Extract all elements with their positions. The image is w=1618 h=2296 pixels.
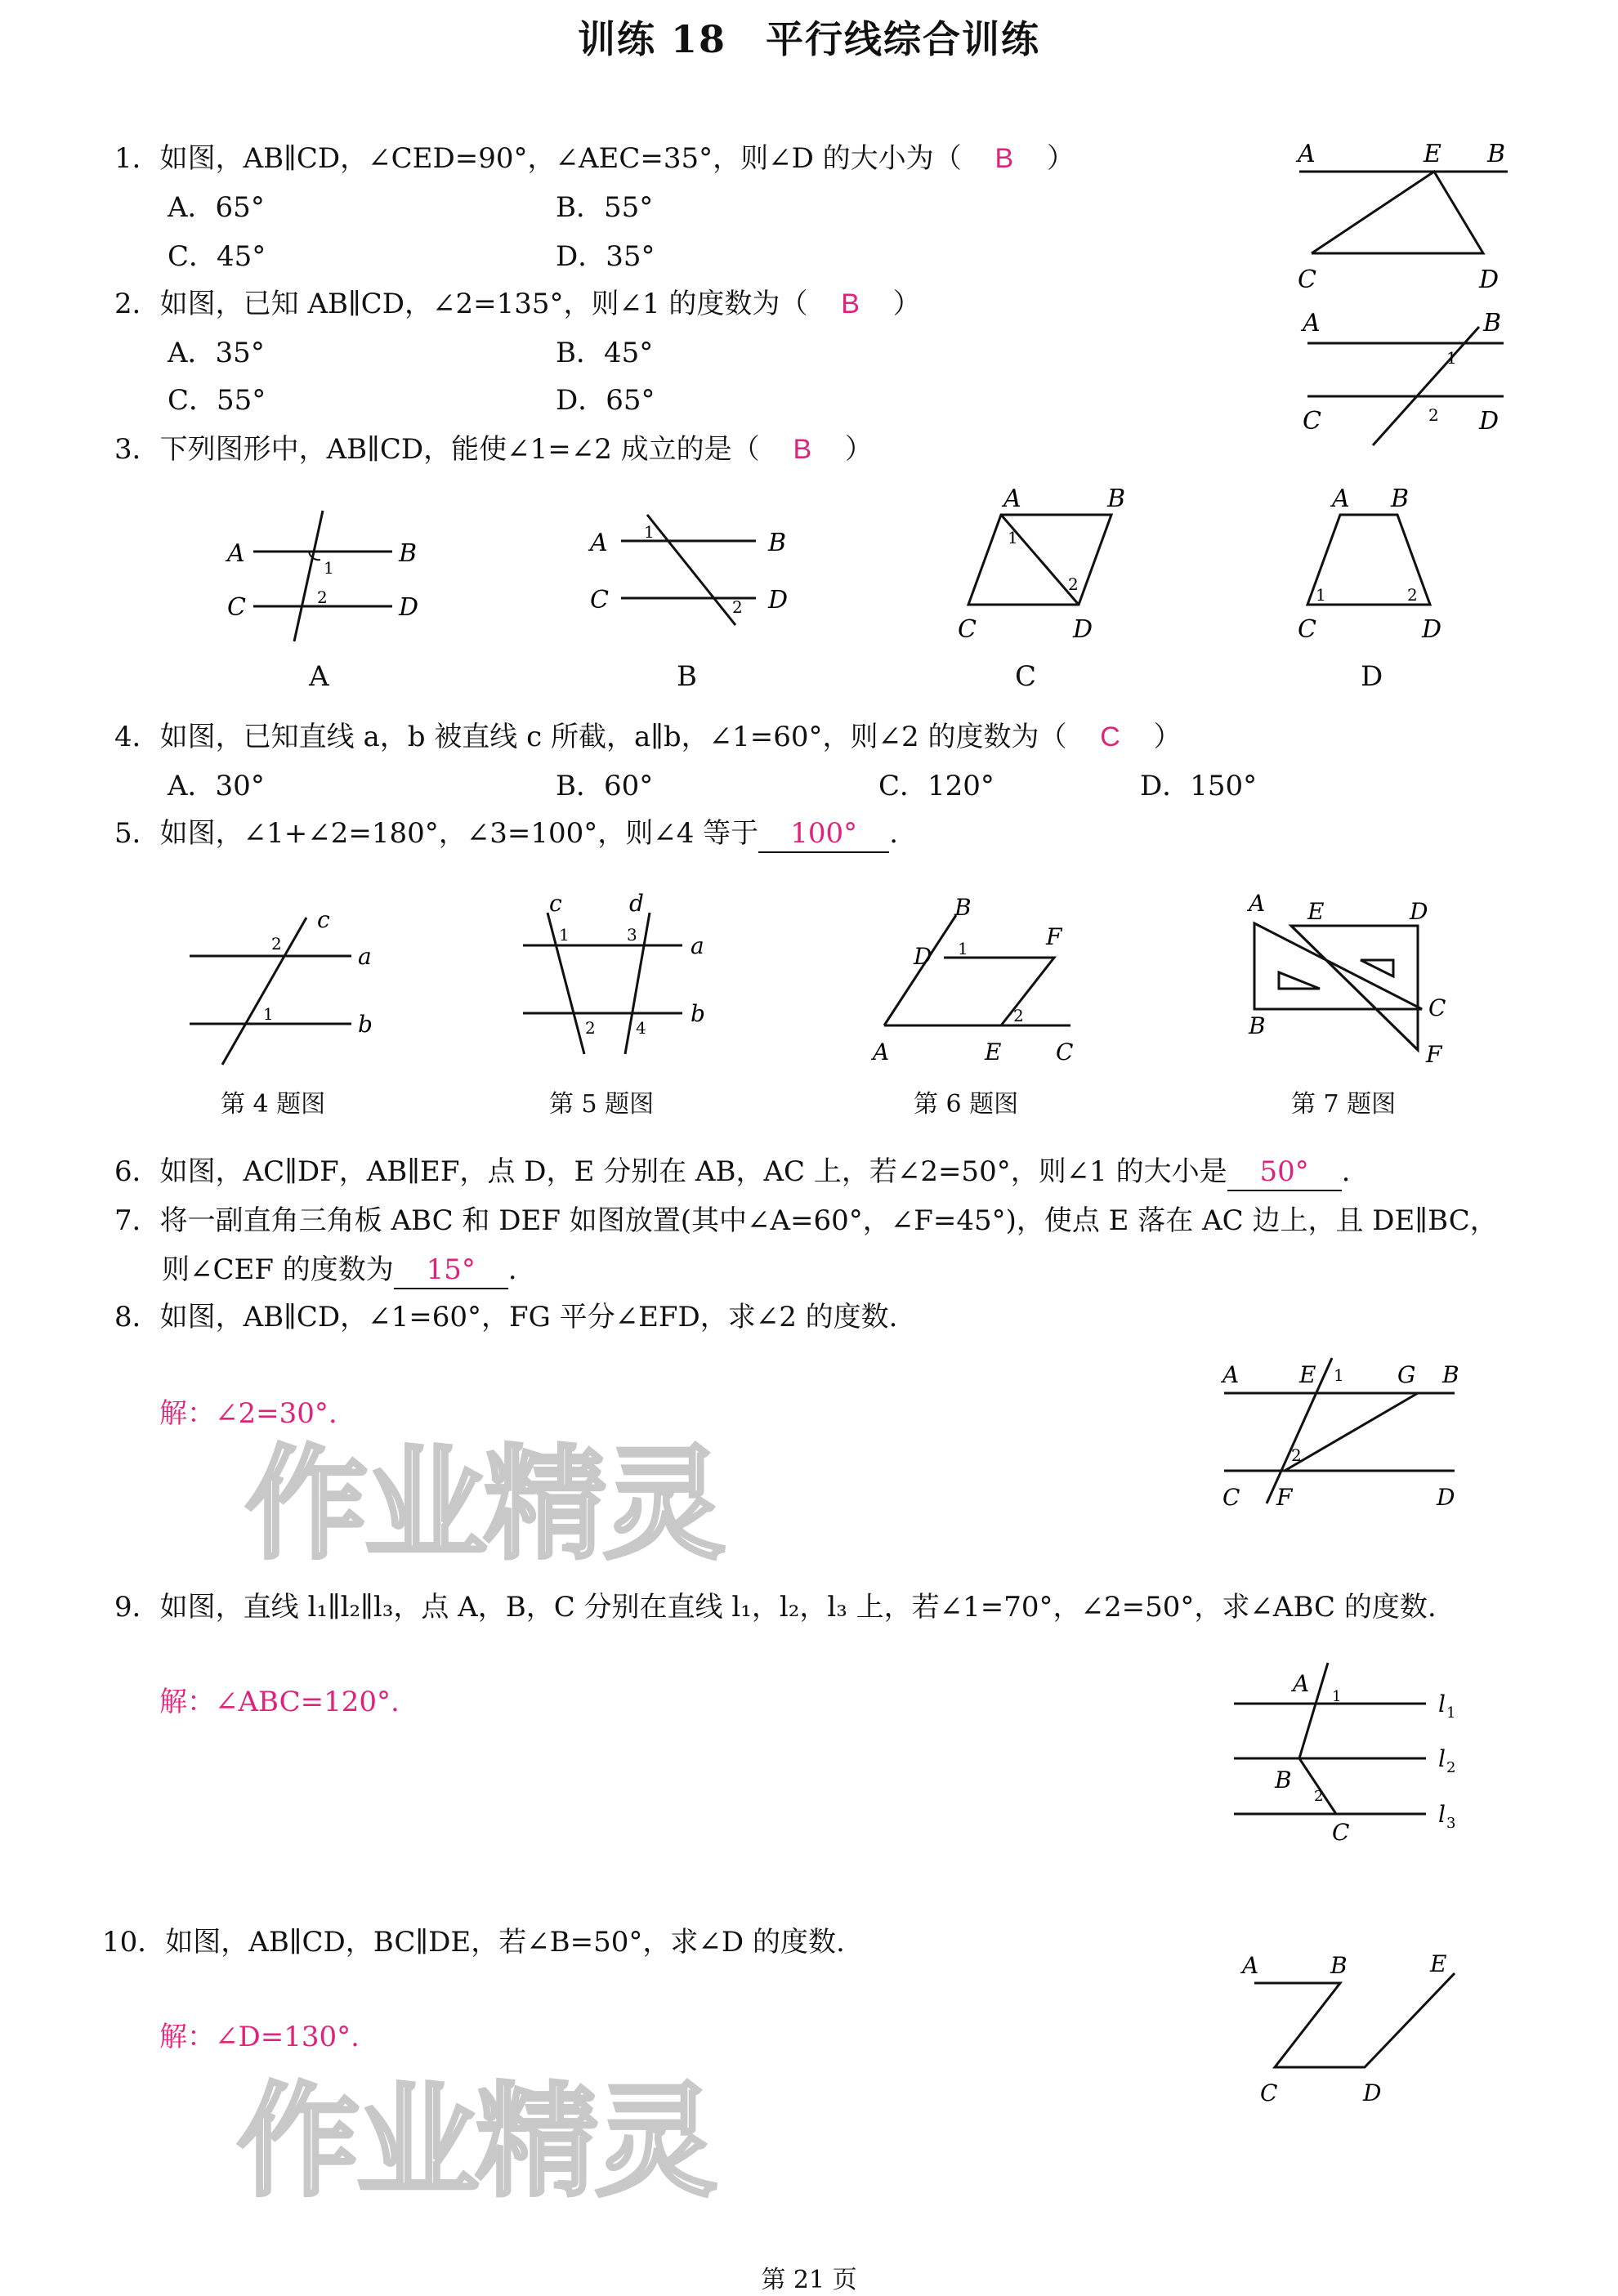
svg-text:E: E <box>1430 1950 1447 1977</box>
svg-text:B: B <box>1330 1952 1348 1979</box>
svg-text:A: A <box>590 529 608 557</box>
page-title: 训练 18 平行线综合训练 <box>577 17 1041 61</box>
q3-figure-d <box>1283 478 1479 654</box>
svg-text:c: c <box>549 890 562 917</box>
question-9-text: 9．如图，直线 l₁∥l₂∥l₃，点 A，B，C 分别在直线 l₁，l₂，l₃ 上，若∠1=70°，∠2=50°，求∠ABC 的度数. <box>114 1591 1437 1624</box>
svg-text:D: D <box>1479 407 1500 436</box>
caption-q6: 第 6 题图 <box>914 1090 1019 1119</box>
svg-text:a: a <box>358 943 372 970</box>
svg-text:a: a <box>691 932 704 959</box>
question-4-text: 4．如图，已知直线 a，b 被直线 c 所截，a∥b，∠1=60°，则∠2 的度数为（ <box>114 721 1067 753</box>
answer-7: 15° <box>394 1252 508 1289</box>
figure-q10 <box>1226 1941 1471 2116</box>
solution-9: 解：∠ABC=120°. <box>159 1686 400 1718</box>
answer-1: B <box>994 143 1014 174</box>
question-3 <box>114 431 873 467</box>
svg-text:1: 1 <box>644 522 655 542</box>
q3-figure-a-label: A <box>309 660 329 693</box>
figure-q8 <box>1209 1348 1479 1520</box>
svg-text:C: C <box>958 615 977 644</box>
svg-text:3: 3 <box>1446 1815 1456 1832</box>
caption-q7: 第 7 题图 <box>1291 1090 1397 1119</box>
svg-text:l: l <box>1438 1801 1446 1828</box>
svg-text:b: b <box>691 1000 705 1027</box>
svg-text:F: F <box>1046 923 1062 950</box>
svg-text:F: F <box>1276 1484 1293 1511</box>
period: . <box>889 817 898 850</box>
svg-text:A: A <box>1332 485 1350 513</box>
svg-text:A: A <box>1242 1952 1259 1979</box>
figure-q7 <box>1234 887 1471 1079</box>
svg-text:B: B <box>1391 485 1410 513</box>
svg-text:A: A <box>1293 1670 1310 1697</box>
svg-text:B: B <box>1487 140 1506 168</box>
svg-text:A: A <box>1303 310 1321 337</box>
question-5 <box>114 815 898 853</box>
svg-text:E: E <box>1424 140 1441 168</box>
figure-q5 <box>515 887 727 1079</box>
svg-text:D: D <box>768 586 789 614</box>
svg-text:C: C <box>1298 266 1316 294</box>
svg-text:D: D <box>1422 615 1442 644</box>
svg-text:b: b <box>358 1011 373 1038</box>
svg-text:C: C <box>1428 994 1446 1021</box>
question-8-text: 8．如图，AB∥CD，∠1=60°，FG 平分∠EFD，求∠2 的度数. <box>114 1301 898 1333</box>
answer-5: 100° <box>758 815 889 853</box>
period: . <box>1341 1155 1351 1188</box>
question-4 <box>114 719 1182 755</box>
question-7-line2 <box>162 1252 517 1289</box>
q1-figure <box>1283 131 1528 306</box>
svg-text:1: 1 <box>1008 528 1018 547</box>
figure-q4 <box>172 903 409 1083</box>
svg-text:A: A <box>1298 140 1316 168</box>
bracket-close: ） <box>1046 142 1075 175</box>
figure-q6 <box>866 891 1095 1079</box>
q2-figure <box>1283 310 1528 462</box>
question-5-text: 5．如图，∠1+∠2=180°，∠3=100°，则∠4 等于 <box>114 817 759 850</box>
svg-text:1: 1 <box>1446 1704 1456 1722</box>
svg-text:B: B <box>1275 1767 1292 1793</box>
svg-text:C: C <box>1303 407 1321 436</box>
period: . <box>507 1253 517 1286</box>
svg-text:C: C <box>1298 615 1316 644</box>
q2-option-d: D．65° <box>556 384 655 417</box>
svg-text:F: F <box>1426 1041 1442 1068</box>
svg-text:1: 1 <box>559 925 570 945</box>
caption-q5: 第 5 题图 <box>549 1090 655 1119</box>
q4-option-d: D．150° <box>1140 770 1258 802</box>
svg-text:2: 2 <box>1013 1006 1024 1025</box>
q4-option-c: C．120° <box>878 770 994 802</box>
svg-text:E: E <box>985 1039 1002 1065</box>
svg-text:1: 1 <box>1332 1688 1342 1705</box>
svg-text:B: B <box>1107 485 1126 513</box>
question-2 <box>114 286 921 322</box>
question-2-text: 2．如图，已知 AB∥CD，∠2=135°，则∠1 的度数为（ <box>114 288 808 320</box>
question-6 <box>114 1154 1350 1191</box>
svg-text:C: C <box>1260 2079 1278 2106</box>
svg-text:A: A <box>1003 485 1021 513</box>
svg-text:D: D <box>1363 2079 1382 2106</box>
svg-text:d: d <box>629 890 644 917</box>
q2-option-b: B．45° <box>556 337 654 369</box>
question-6-text: 6．如图，AC∥DF，AB∥EF，点 D，E 分别在 AB，AC 上，若∠2=50°，则∠1 的大小是 <box>114 1155 1227 1188</box>
q3-figure-b-label: B <box>677 660 697 693</box>
svg-text:B: B <box>768 529 787 557</box>
svg-text:B: B <box>399 539 418 568</box>
svg-text:2: 2 <box>1291 1445 1302 1465</box>
q2-option-a: A．35° <box>168 337 265 369</box>
answer-4: C <box>1100 721 1120 753</box>
svg-text:D: D <box>1437 1484 1455 1511</box>
svg-text:2: 2 <box>1314 1788 1324 1805</box>
svg-text:1: 1 <box>1446 348 1457 368</box>
svg-text:D: D <box>399 593 419 622</box>
answer-2: B <box>841 288 860 319</box>
svg-text:2: 2 <box>1068 574 1079 594</box>
q4-option-a: A．30° <box>168 770 265 802</box>
svg-text:A: A <box>873 1039 890 1065</box>
svg-text:A: A <box>1249 890 1266 917</box>
question-1-text: 1．如图，AB∥CD，∠CED=90°，∠AEC=35°，则∠D 的大小为（ <box>114 142 962 175</box>
svg-text:1: 1 <box>1316 585 1326 605</box>
svg-text:1: 1 <box>263 1004 274 1024</box>
q1-option-a: A．65° <box>168 191 265 224</box>
question-3-text: 3．下列图形中，AB∥CD，能使∠1=∠2 成立的是（ <box>114 433 760 466</box>
q4-option-b: B．60° <box>556 770 654 802</box>
answer-6: 50° <box>1227 1154 1342 1191</box>
svg-text:2: 2 <box>732 597 743 617</box>
svg-text:A: A <box>227 539 245 568</box>
solution-10: 解：∠D=130°. <box>159 2021 360 2053</box>
q3-figure-b <box>572 482 809 654</box>
question-1 <box>114 141 1075 176</box>
question-10-text: 10．如图，AB∥CD，BC∥DE，若∠B=50°，求∠D 的度数. <box>102 1926 845 1959</box>
q3-figure-c-label: C <box>1015 660 1037 693</box>
q3-figure-c <box>940 478 1160 654</box>
q1-option-b: B．55° <box>556 191 654 224</box>
caption-q4: 第 4 题图 <box>221 1090 326 1119</box>
svg-text:c: c <box>317 906 330 933</box>
svg-text:2: 2 <box>1428 405 1439 425</box>
svg-text:2: 2 <box>317 587 328 607</box>
page-footer: 第 21 页 <box>761 2266 857 2294</box>
svg-text:1: 1 <box>324 558 334 578</box>
svg-text:E: E <box>1299 1361 1316 1388</box>
svg-text:2: 2 <box>271 934 282 954</box>
svg-text:3: 3 <box>627 925 637 945</box>
figure-q9 <box>1218 1651 1479 1855</box>
svg-text:D: D <box>914 943 932 970</box>
svg-text:B: B <box>954 894 972 921</box>
bracket-close: ） <box>845 433 873 466</box>
svg-text:A: A <box>1222 1361 1240 1388</box>
svg-text:4: 4 <box>636 1018 646 1038</box>
q1-option-c: C．45° <box>168 240 266 273</box>
svg-text:B: B <box>1249 1012 1266 1039</box>
q2-option-c: C．55° <box>168 384 266 417</box>
svg-text:1: 1 <box>958 939 968 958</box>
watermark: 作业精灵 <box>245 1434 723 1576</box>
svg-text:C: C <box>1222 1484 1240 1511</box>
svg-text:1: 1 <box>1334 1365 1344 1385</box>
svg-text:D: D <box>1073 615 1093 644</box>
q3-figure-d-label: D <box>1361 660 1383 693</box>
svg-text:2: 2 <box>1446 1759 1456 1776</box>
svg-text:2: 2 <box>585 1018 596 1038</box>
bracket-close: ） <box>892 288 921 320</box>
svg-text:C: C <box>590 586 609 614</box>
svg-text:B: B <box>1442 1361 1459 1388</box>
question-7-text: 7．将一副直角三角板 ABC 和 DEF 如图放置(其中∠A=60°，∠F=45°)，使点 E 落在 AC 边上，且 DE∥BC， <box>114 1204 1498 1237</box>
watermark-2: 作业精灵 <box>237 2071 715 2213</box>
svg-text:l: l <box>1438 1745 1446 1772</box>
svg-text:D: D <box>1479 266 1500 294</box>
svg-text:C: C <box>1056 1039 1074 1065</box>
svg-text:D: D <box>1410 898 1428 925</box>
answer-3: B <box>793 434 812 465</box>
svg-text:C: C <box>1332 1819 1350 1846</box>
svg-text:2: 2 <box>1407 585 1418 605</box>
svg-text:G: G <box>1397 1361 1416 1388</box>
bracket-close: ） <box>1153 721 1182 753</box>
q3-figure-a <box>212 482 433 654</box>
svg-text:C: C <box>227 593 246 622</box>
question-7-text-2: 则∠CEF 的度数为 <box>162 1253 394 1286</box>
svg-text:B: B <box>1483 310 1502 337</box>
q1-option-d: D．35° <box>556 240 655 273</box>
svg-text:l: l <box>1438 1691 1446 1718</box>
svg-text:E: E <box>1307 898 1325 925</box>
solution-8: 解：∠2=30°. <box>159 1397 337 1430</box>
